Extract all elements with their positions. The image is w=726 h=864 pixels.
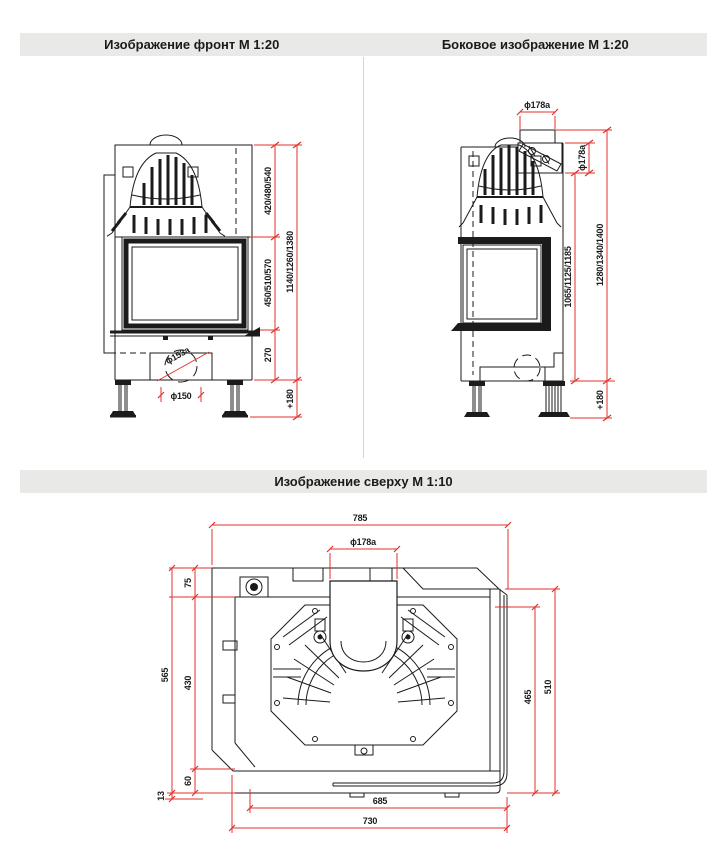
front-view-title: Изображение фронт М 1:20 (104, 37, 280, 52)
side-smoke-dome (459, 138, 561, 227)
top-view-drawing (155, 505, 695, 860)
titlebar-top (20, 33, 707, 56)
dim-label-glass: 450/510/570 (263, 259, 273, 307)
dim-label-total-height: 1280/1340/1400 (595, 223, 605, 287)
dim-label-depth-casing: 75 (183, 578, 193, 588)
dim-label-upper: 420/480/540 (263, 167, 273, 215)
dim-label-rail-offset: 13 (156, 791, 166, 801)
front-dimensions (250, 142, 302, 420)
dim-label-bottom-inner: 685 (372, 796, 388, 806)
dim-label-top-flue: ϕ178a (350, 537, 376, 547)
side-glass-door (451, 237, 551, 331)
dim-label-total: 1140/1260/1380 (285, 231, 295, 293)
dim-label-flue-rear: ϕ178a (577, 145, 587, 171)
side-view-drawing (415, 85, 665, 425)
dim-label-side-legs: +180 (595, 390, 605, 410)
dim-label-right-outer: 510 (543, 679, 553, 695)
front-glass-door (110, 237, 260, 340)
dim-label-right-inner: 465 (523, 689, 533, 705)
dim-label-depth-body: 430 (183, 675, 193, 691)
dim-label-air-spigot: ϕ153a (163, 344, 192, 366)
dim-label-base: 270 (263, 347, 273, 363)
dim-label-width-total: 785 (352, 513, 368, 523)
view-divider (363, 57, 364, 458)
dim-label-air-inlet: ϕ150 (170, 391, 192, 401)
side-view-title: Боковое изображение М 1:20 (441, 37, 629, 52)
dim-label-body-height: 1065/1125/1185 (563, 246, 573, 308)
dim-label-bottom-outer: 730 (362, 816, 378, 826)
titlebar-topview (20, 470, 707, 493)
top-view-title: Изображение сверху М 1:10 (274, 474, 453, 489)
dim-label-depth-total: 565 (160, 667, 170, 683)
dim-label-front-plate: 60 (183, 776, 193, 786)
dim-label-flue-top: ϕ178a (524, 100, 550, 110)
dim-label-legs: +180 (285, 389, 295, 409)
front-smoke-dome (106, 135, 226, 237)
top-rib-plate (271, 581, 457, 755)
front-view-drawing (60, 95, 310, 430)
front-base (150, 344, 212, 402)
